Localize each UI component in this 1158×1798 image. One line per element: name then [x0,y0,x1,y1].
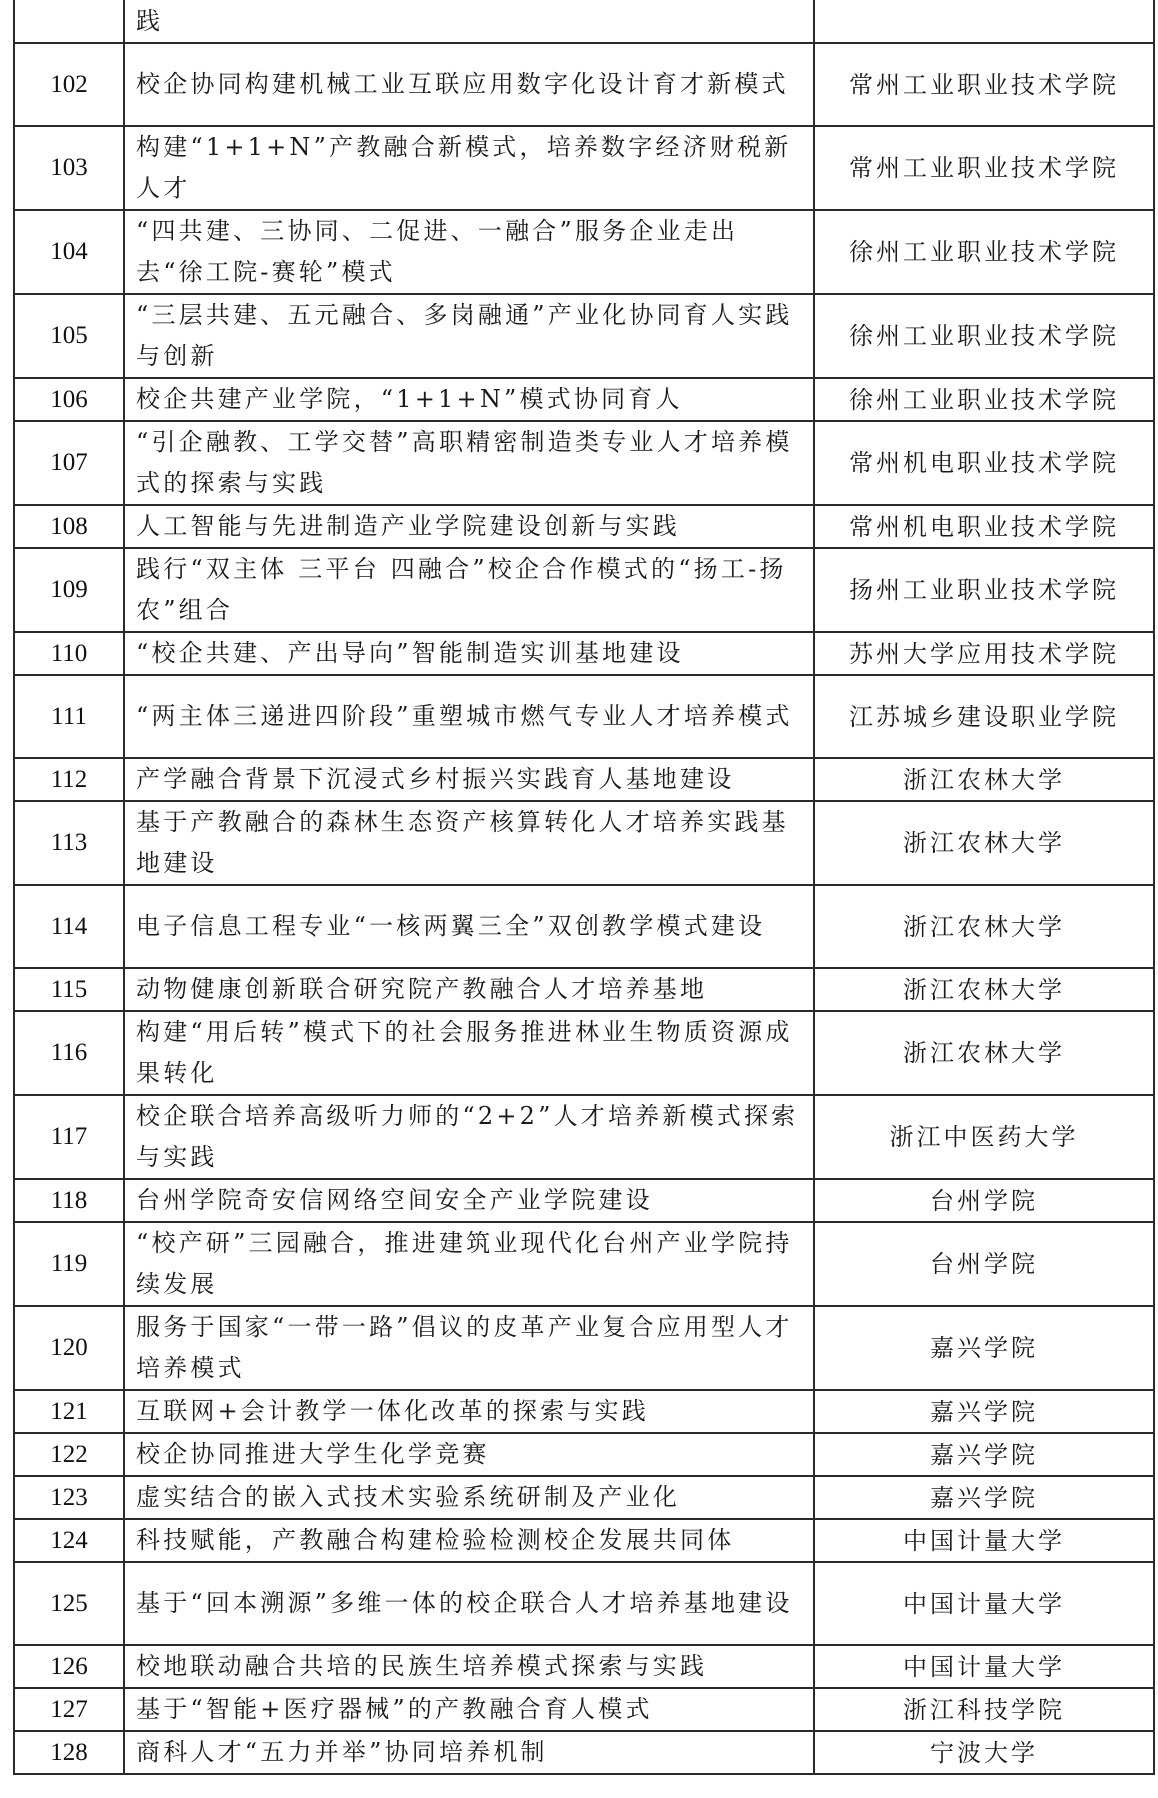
institution-cell: 中国计量大学 [814,1519,1154,1562]
institution-cell: 苏州大学应用技术学院 [814,632,1154,675]
row-number-cell: 115 [14,968,124,1011]
table-row [14,43,1154,126]
row-number-cell: 114 [14,885,124,968]
row-number-cell: 113 [14,801,124,885]
table-row [14,1645,1154,1688]
project-title-cell: 基于“智能+医疗器械”的产教融合育人模式 [124,1688,814,1731]
project-title-cell: 校企联合培养高级听力师的“2+2”人才培养新模式探索与实践 [124,1095,814,1179]
table-row [14,1519,1154,1562]
row-number-cell: 109 [14,548,124,632]
row-number-cell: 103 [14,126,124,210]
institution-cell: 台州学院 [814,1179,1154,1222]
project-title-cell: 校地联动融合共培的民族生培养模式探索与实践 [124,1645,814,1688]
row-number-cell: 106 [14,378,124,421]
institution-cell: 浙江农林大学 [814,885,1154,968]
row-number-cell: 119 [14,1222,124,1306]
project-title-cell: 互联网+会计教学一体化改革的探索与实践 [124,1390,814,1433]
institution-cell: 徐州工业职业技术学院 [814,378,1154,421]
row-number-cell: 126 [14,1645,124,1688]
institution-cell: 徐州工业职业技术学院 [814,294,1154,378]
row-number-cell [14,0,124,43]
project-title-cell: 校企协同推进大学生化学竞赛 [124,1433,814,1476]
table-row [14,294,1154,378]
project-title-cell: 校企协同构建机械工业互联应用数字化设计育才新模式 [124,43,814,126]
institution-cell [814,0,1154,43]
table-row [14,1562,1154,1645]
project-title-cell: 基于“回本溯源”多维一体的校企联合人才培养基地建设 [124,1562,814,1645]
row-number-cell: 125 [14,1562,124,1645]
table-row [14,885,1154,968]
project-title-cell: “校产研”三园融合，推进建筑业现代化台州产业学院持续发展 [124,1222,814,1306]
table-row [14,505,1154,548]
table-row [14,1433,1154,1476]
row-number-cell: 116 [14,1011,124,1095]
project-title-cell: 人工智能与先进制造产业学院建设创新与实践 [124,505,814,548]
table-row [14,968,1154,1011]
row-number-cell: 120 [14,1306,124,1390]
row-number-cell: 110 [14,632,124,675]
project-title-cell: 服务于国家“一带一路”倡议的皮革产业复合应用型人才培养模式 [124,1306,814,1390]
project-list-table [13,0,1155,1775]
row-number-cell: 105 [14,294,124,378]
table-row [14,1731,1154,1774]
row-number-cell: 128 [14,1731,124,1774]
table-row [14,210,1154,294]
row-number-cell: 121 [14,1390,124,1433]
table-row [14,1688,1154,1731]
project-title-cell: 动物健康创新联合研究院产教融合人才培养基地 [124,968,814,1011]
institution-cell: 常州机电职业技术学院 [814,421,1154,505]
table-row [14,801,1154,885]
project-title-cell: 产学融合背景下沉浸式乡村振兴实践育人基地建设 [124,758,814,801]
institution-cell: 浙江农林大学 [814,1011,1154,1095]
institution-cell: 嘉兴学院 [814,1390,1154,1433]
project-title-cell: 构建“用后转”模式下的社会服务推进林业生物质资源成果转化 [124,1011,814,1095]
project-title-cell: 践 [124,0,814,43]
project-title-cell: 践行“双主体 三平台 四融合”校企合作模式的“扬工-扬农”组合 [124,548,814,632]
institution-cell: 浙江中医药大学 [814,1095,1154,1179]
project-title-cell: “两主体三递进四阶段”重塑城市燃气专业人才培养模式 [124,675,814,758]
project-title-cell: 校企共建产业学院，“1+1+N”模式协同育人 [124,378,814,421]
table-row [14,378,1154,421]
project-title-cell: 商科人才“五力并举”协同培养机制 [124,1731,814,1774]
table-row [14,126,1154,210]
institution-cell: 宁波大学 [814,1731,1154,1774]
project-title-cell: 基于产教融合的森林生态资产核算转化人才培养实践基地建设 [124,801,814,885]
row-number-cell: 102 [14,43,124,126]
institution-cell: 浙江农林大学 [814,801,1154,885]
institution-cell: 扬州工业职业技术学院 [814,548,1154,632]
project-title-cell: “四共建、三协同、二促进、一融合”服务企业走出去“徐工院-赛轮”模式 [124,210,814,294]
row-number-cell: 111 [14,675,124,758]
row-number-cell: 117 [14,1095,124,1179]
table-row [14,1179,1154,1222]
table-body [14,0,1154,1774]
institution-cell: 嘉兴学院 [814,1476,1154,1519]
institution-cell: 浙江科技学院 [814,1688,1154,1731]
project-title-cell: “引企融教、工学交替”高职精密制造类专业人才培养模式的探索与实践 [124,421,814,505]
table-row [14,548,1154,632]
table-row [14,1306,1154,1390]
institution-cell: 浙江农林大学 [814,968,1154,1011]
table-row [14,758,1154,801]
institution-cell: 嘉兴学院 [814,1433,1154,1476]
project-title-cell: “校企共建、产出导向”智能制造实训基地建设 [124,632,814,675]
table-row [14,1476,1154,1519]
institution-cell: 中国计量大学 [814,1645,1154,1688]
project-title-cell: “三层共建、五元融合、多岗融通”产业化协同育人实践与创新 [124,294,814,378]
institution-cell: 嘉兴学院 [814,1306,1154,1390]
table-row [14,1095,1154,1179]
table-row [14,1011,1154,1095]
project-title-cell: 电子信息工程专业“一核两翼三全”双创教学模式建设 [124,885,814,968]
row-number-cell: 127 [14,1688,124,1731]
project-title-cell: 构建“1+1+N”产教融合新模式，培养数字经济财税新人才 [124,126,814,210]
project-title-cell: 虚实结合的嵌入式技术实验系统研制及产业化 [124,1476,814,1519]
institution-cell: 常州机电职业技术学院 [814,505,1154,548]
row-number-cell: 124 [14,1519,124,1562]
row-number-cell: 123 [14,1476,124,1519]
institution-cell: 江苏城乡建设职业学院 [814,675,1154,758]
institution-cell: 台州学院 [814,1222,1154,1306]
row-number-cell: 104 [14,210,124,294]
table-row-continued [14,0,1154,43]
table-row [14,675,1154,758]
table-row [14,1390,1154,1433]
row-number-cell: 112 [14,758,124,801]
institution-cell: 常州工业职业技术学院 [814,43,1154,126]
project-title-cell: 台州学院奇安信网络空间安全产业学院建设 [124,1179,814,1222]
table-row [14,421,1154,505]
row-number-cell: 122 [14,1433,124,1476]
table-row [14,632,1154,675]
row-number-cell: 108 [14,505,124,548]
table-row [14,1222,1154,1306]
row-number-cell: 107 [14,421,124,505]
institution-cell: 徐州工业职业技术学院 [814,210,1154,294]
institution-cell: 浙江农林大学 [814,758,1154,801]
institution-cell: 中国计量大学 [814,1562,1154,1645]
institution-cell: 常州工业职业技术学院 [814,126,1154,210]
project-title-cell: 科技赋能，产教融合构建检验检测校企发展共同体 [124,1519,814,1562]
row-number-cell: 118 [14,1179,124,1222]
